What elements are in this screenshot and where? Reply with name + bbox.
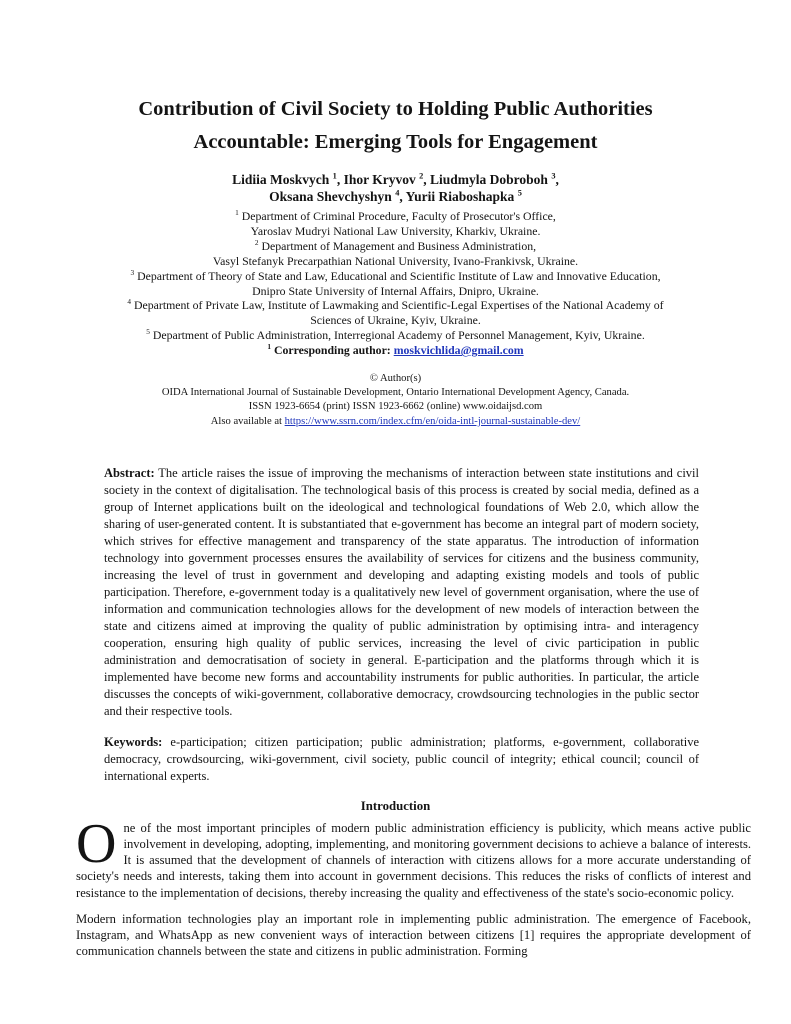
paper-title	[30, 93, 761, 159]
affiliation-line: $^2$ Department of Management and Business Administration,	[254, 237, 537, 253]
introduction-paragraph-1	[76, 812, 751, 901]
affiliation-line: $^4$ Department of Private Law, Institute of Lawmaking and Scientific-Legal Expertises of the National Academy of	[127, 297, 664, 313]
keywords-label: Keywords:	[104, 734, 163, 749]
abstract-section	[104, 465, 699, 785]
affiliation-marker: 5	[146, 327, 150, 337]
issn-line: ISSN 1923-6654 (print) ISSN 1923-6662 (online) www.oidaijsd.com	[248, 401, 543, 413]
author-name: Lidiia Moskvych	[232, 172, 330, 187]
corresponding-author-marker: 1	[267, 342, 271, 352]
author-affiliation-marker: 2	[419, 171, 424, 181]
dropcap-letter: O	[76, 812, 117, 875]
author-affiliation-marker: 5	[517, 188, 522, 198]
affiliation-line: Sciences of Ukraine, Kyiv, Ukraine.	[310, 313, 481, 328]
affiliations	[0, 209, 791, 343]
author-name: Yurii Riaboshapka	[405, 189, 515, 204]
abstract-text: The article raises the issue of improving the mechanisms of interaction between state institutions and civil society in the context of digitalisation. The technological basis of this process is created by social media, defined as a group of Internet applications built on the ideological and technological foundations of Web 2.0, which allow the sharing of user-generated content. It is substantiated that e-government has become an integral part of modern society, which strives for effective management and transparency of the state apparatus. The introduction of information technology into government processes ensures the availability of services for citizens and the business community, increasing the level of trust in government and developing and adapting existing models and tools of public participation. Therefore, e-government today is a qualitatively new level of government organisation, where the use of information and communication technologies allows for the development of new models of interaction between the state and citizens aimed at improving the quality of public administration by optimising intra- and interagency cooperation, ensuring high quality of public services, increasing the level of civic participation in public administration and democratisation of society in general. E-participation and the platforms through which it is implemented have become new forms and accountability instruments for public authorities. In particular, the article discusses the concepts of wiki-government, collaborative democracy, crowdsourcing technologies in the public sector and their respective tools.	[104, 465, 699, 718]
introduction-paragraph-1-text: ne of the most important principles of modern public administration efficiency is publicity, which means active public involvement in developing, adopting, implementing, and monitoring government decisions to achieve a balance of interests. It is assumed that the development of channels of interaction with citizens allows for a more accurate understanding of society's needs and interests, taking them into account in government decisions. This reduces the risks of conflicts of interest and resistance to the implementation of decisions, thereby increasing the quality and effectiveness of the state's socio-economic policy.	[76, 820, 751, 900]
author-affiliation-marker: 3	[551, 171, 556, 181]
abstract-paragraph	[104, 465, 699, 720]
ssrn-link[interactable]: https://www.ssrn.com/index.cfm/en/oida-intl-journal-sustainable-dev/	[284, 415, 581, 427]
author-line: Oksana Shevchyshyn $^4$, Yurii Riaboshapka $^5$	[269, 188, 522, 204]
author-affiliation-marker: 1	[332, 171, 337, 181]
affiliation-line: Dnipro State University of Internal Affairs, Dnipro, Ukraine.	[252, 283, 539, 298]
author-line: Lidiia Moskvych $^1$, Ihor Kryvov $^2$, Liudmyla Dobroboh $^3$,	[232, 171, 559, 187]
affiliation-line: $^3$ Department of Theory of State and Law, Educational and Scientific Institute of Law and Innovative Education,	[130, 267, 661, 283]
author-affiliation-marker: 4	[395, 188, 400, 198]
publisher-block	[0, 372, 791, 429]
copyright-line: © Author(s)	[369, 373, 422, 385]
affiliation-marker: 4	[127, 297, 132, 307]
paper-title-line1: Contribution of Civil Society to Holding Public Authorities	[138, 98, 653, 120]
affiliation-marker: 2	[254, 237, 259, 247]
keywords-paragraph	[104, 734, 699, 785]
introduction-heading: Introduction	[360, 798, 431, 813]
author-name: Liudmyla Dobroboh	[430, 172, 548, 187]
keywords-text: e-participation; citizen participation; public administration; platforms, e-government, collaborative democracy, crowdsourcing, wiki-government, civil society, public council of integrity; ethical council; council of international experts.	[104, 734, 699, 783]
corresponding-author-label: Corresponding author:	[273, 343, 391, 358]
author-list	[0, 171, 791, 205]
affiliation-line: Vasyl Stefanyk Precarpathian National University, Ivano-Frankivsk, Ukraine.	[212, 253, 579, 268]
author-name: Oksana Shevchyshyn	[269, 189, 392, 204]
affiliation-line: Yaroslav Mudryi National Law University, Kharkiv, Ukraine.	[250, 223, 541, 238]
affiliation-line: $^1$ Department of Criminal Procedure, Faculty of Prosecutor's Office,	[235, 208, 556, 223]
affiliation-line: $^5$ Department of Public Administration, Interregional Academy of Personnel Management, Kyiv, Ukraine.	[146, 327, 645, 343]
also-available-prefix: Also available at	[210, 415, 282, 427]
paper-title-line2: Accountable: Emerging Tools for Engagement	[193, 131, 598, 153]
corresponding-email-link[interactable]: moskvichlida@gmail.com	[393, 343, 524, 358]
affiliation-marker: 1	[235, 208, 239, 218]
corresponding-author-line	[0, 343, 791, 358]
journal-line: OIDA International Journal of Sustainable Development, Ontario International Development Agency, Canada.	[161, 387, 630, 399]
also-available-line	[0, 415, 791, 429]
introduction-paragraph-2: Modern information technologies play an important role in implementing public administration. The emergence of Facebook, Instagram, and WhatsApp as new convenient ways of interaction between citizens [1] requires the appropriate development of communication channels between the state and citizens in public administration. Forming	[76, 911, 751, 959]
author-name: Ihor Kryvov	[343, 172, 416, 187]
abstract-label: Abstract:	[104, 465, 155, 480]
affiliation-marker: 3	[130, 267, 135, 277]
